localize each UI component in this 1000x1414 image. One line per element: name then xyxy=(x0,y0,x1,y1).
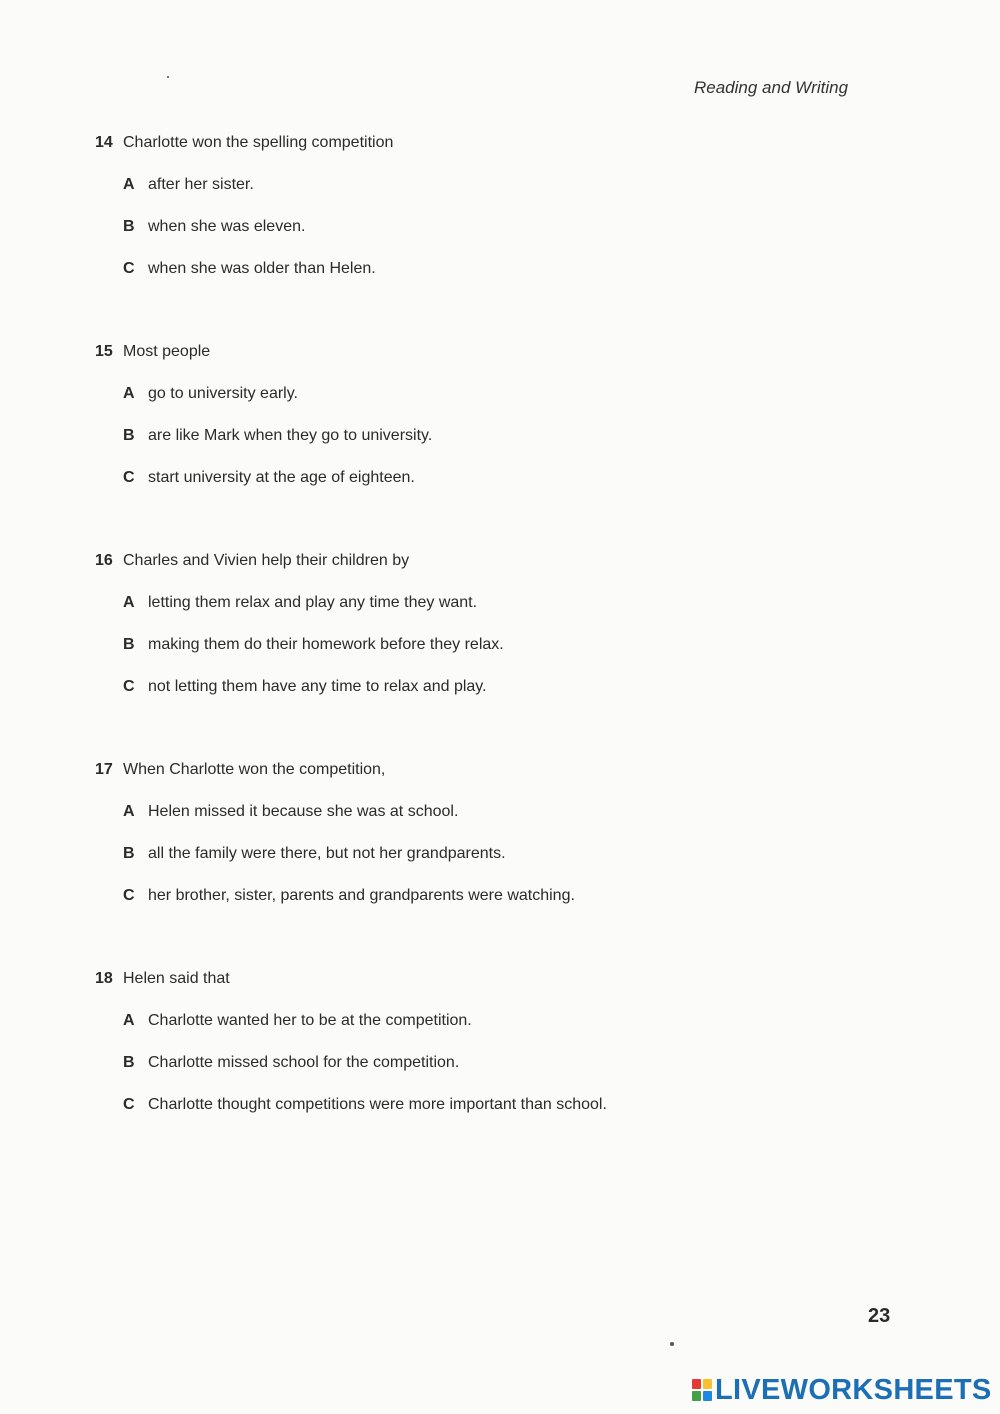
option-letter: C xyxy=(123,678,135,695)
option-text: her brother, sister, parents and grandparents were watching. xyxy=(148,887,575,904)
option-text: letting them relax and play any time they want. xyxy=(148,594,478,611)
question-text: Helen said that xyxy=(123,970,230,987)
option-letter: A xyxy=(123,176,135,193)
question-stem xyxy=(95,551,795,571)
option-text: Charlotte thought competitions were more important than school. xyxy=(148,1096,607,1113)
option-b[interactable] xyxy=(123,635,795,655)
question-text: Charles and Vivien help their children by xyxy=(123,552,410,569)
question-17 xyxy=(95,760,795,906)
option-list xyxy=(123,1011,795,1115)
option-letter: C xyxy=(123,469,135,486)
liveworksheets-brand[interactable] xyxy=(692,1374,992,1406)
option-text: Charlotte wanted her to be at the competition. xyxy=(148,1012,472,1029)
option-letter: B xyxy=(123,636,135,653)
question-15 xyxy=(95,342,795,488)
logo-square-green xyxy=(692,1391,701,1401)
question-number: 15 xyxy=(95,343,113,360)
logo-square-yellow xyxy=(703,1379,712,1389)
option-b[interactable] xyxy=(123,844,795,864)
option-a[interactable] xyxy=(123,802,795,822)
option-text: start university at the age of eighteen. xyxy=(148,469,415,486)
option-b[interactable] xyxy=(123,217,795,237)
running-header: Reading and Writing xyxy=(694,78,849,97)
brand-text: LIVEWORKSHEETS xyxy=(715,1373,992,1406)
option-text: Helen missed it because she was at school. xyxy=(148,803,459,820)
question-18 xyxy=(95,969,795,1115)
option-letter: A xyxy=(123,385,135,402)
option-text: after her sister. xyxy=(148,176,254,193)
option-text: not letting them have any time to relax and play. xyxy=(148,678,487,695)
option-text: when she was eleven. xyxy=(148,218,306,235)
option-letter: C xyxy=(123,887,135,904)
option-c[interactable] xyxy=(123,886,795,906)
option-b[interactable] xyxy=(123,1053,795,1073)
option-letter: B xyxy=(123,1054,135,1071)
question-text: Charlotte won the spelling competition xyxy=(123,134,394,151)
option-list xyxy=(123,802,795,906)
logo-square-red xyxy=(692,1379,701,1389)
option-letter: A xyxy=(123,1012,135,1029)
option-c[interactable] xyxy=(123,259,795,279)
question-stem xyxy=(95,133,795,153)
option-letter: B xyxy=(123,845,135,862)
page-speck-top xyxy=(167,76,169,78)
option-text: all the family were there, but not her grandparents. xyxy=(148,845,506,862)
option-b[interactable] xyxy=(123,426,795,446)
option-letter: C xyxy=(123,260,135,277)
option-a[interactable] xyxy=(123,593,795,613)
page-number: 23 xyxy=(868,1305,891,1327)
option-letter: C xyxy=(123,1096,135,1113)
option-text: making them do their homework before they relax. xyxy=(148,636,504,653)
liveworksheets-logo-icon xyxy=(692,1379,712,1401)
question-stem xyxy=(95,760,795,780)
question-number: 17 xyxy=(95,761,113,778)
option-list xyxy=(123,593,795,697)
option-text: Charlotte missed school for the competition. xyxy=(148,1054,460,1071)
option-letter: B xyxy=(123,218,135,235)
option-c[interactable] xyxy=(123,677,795,697)
question-stem xyxy=(95,342,795,362)
option-list xyxy=(123,175,795,279)
option-letter: B xyxy=(123,427,135,444)
question-text: When Charlotte won the competition, xyxy=(123,761,386,778)
question-number: 18 xyxy=(95,970,113,987)
option-text: are like Mark when they go to university. xyxy=(148,427,433,444)
option-text: go to university early. xyxy=(148,385,298,402)
page-speck-bottom xyxy=(670,1342,674,1346)
option-c[interactable] xyxy=(123,1095,795,1115)
option-letter: A xyxy=(123,594,135,611)
question-stem xyxy=(95,969,795,989)
option-c[interactable] xyxy=(123,468,795,488)
option-letter: A xyxy=(123,803,135,820)
question-14 xyxy=(95,133,795,279)
logo-square-blue xyxy=(703,1391,712,1401)
question-text: Most people xyxy=(123,343,211,360)
option-a[interactable] xyxy=(123,1011,795,1031)
question-number: 14 xyxy=(95,134,113,151)
option-a[interactable] xyxy=(123,384,795,404)
option-a[interactable] xyxy=(123,175,795,195)
question-16 xyxy=(95,551,795,697)
option-list xyxy=(123,384,795,488)
option-text: when she was older than Helen. xyxy=(148,260,376,277)
question-number: 16 xyxy=(95,552,113,569)
